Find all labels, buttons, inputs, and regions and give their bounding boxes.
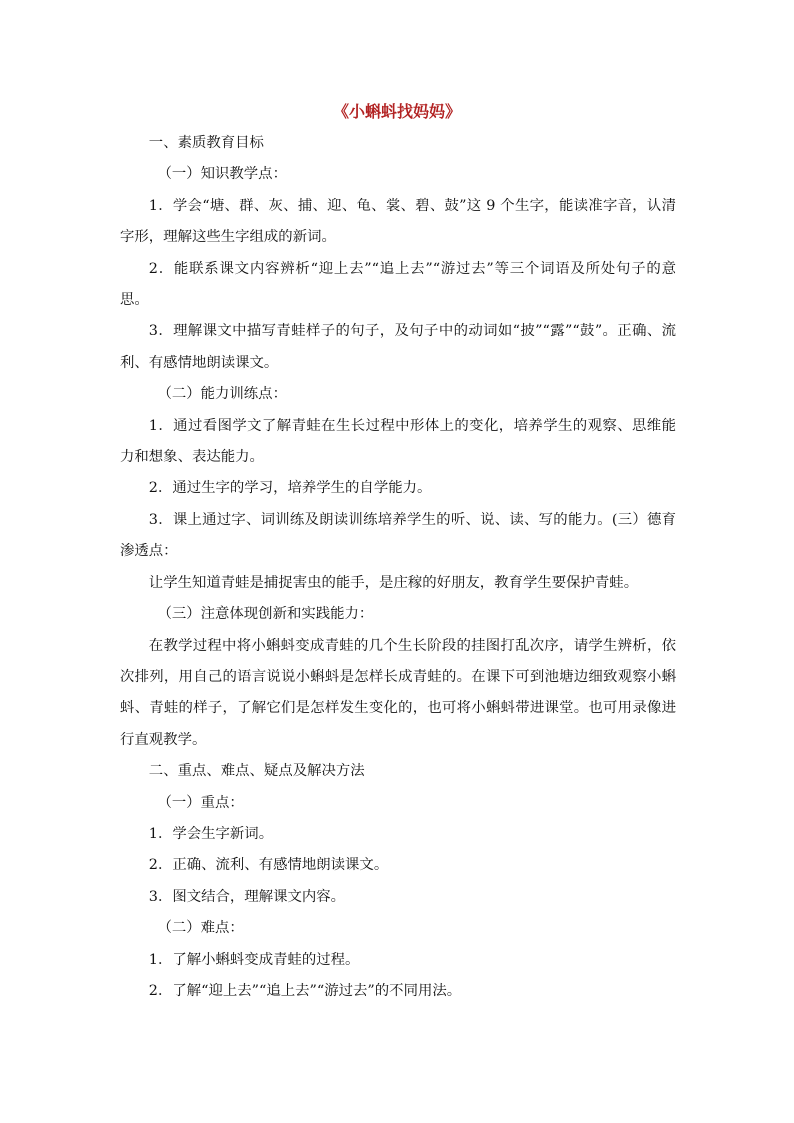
paragraph-ability-3: 3．课上通过字、词训练及朗读训练培养学生的听、说、读、写的能力。(三）德育渗透点： [120,511,676,560]
subsection-heading-knowledge: （一）知识教学点： [157,166,287,183]
section-heading-1: 一、素质教育目标 [148,135,264,151]
paragraph-ability-2: 2．通过生字的学习，培养学生的自学能力。 [148,480,432,497]
paragraph-knowledge-3: 3．理解课文中描写青蛙样子的句子，及句子中的动词如“披”“露”“鼓”。正确、流利、有感情地朗读课文。 [120,323,676,371]
document-title: 《小蝌蚪找妈妈》 [332,102,461,121]
paragraph-innovation: 在教学过程中将小蝌蚪变成青蛙的几个生长阶段的挂图打乱次序，请学生辨析，依次排列，用自己的语言说说小蝌蚪是怎样长成青蛙的。在课下可到池塘边细致观察小蝌蚪、青蛙的样子，了解它们是怎样发生变化的，也可将小蝌蚪带进课堂。也可用录像进行直观教学。 [120,637,676,748]
paragraph-difficulty-2: 2．了解“迎上去”“追上去”“游过去”的不同用法。 [148,982,462,999]
paragraph-key-1: 1．学会生字新词。 [148,825,274,842]
paragraph-ability-1: 1．通过看图学文了解青蛙在生长过程中形体上的变化，培养学生的观察、思维能力和想象、表达能力。 [120,417,676,466]
paragraph-knowledge-1: 1．学会“塘、群、灰、捕、迎、龟、裳、碧、鼓”这 9 个生字，能读准字音，认清字形，理解这些生字组成的新词。 [120,197,676,246]
paragraph-knowledge-2: 2．能联系课文内容辨析“迎上去”“追上去”“游过去”等三个词语及所处句子的意思。 [120,260,676,309]
section-heading-2: 二、重点、难点、疑点及解决方法 [148,763,365,780]
subsection-heading-ability: （二）能力训练点： [157,386,287,403]
paragraph-key-2: 2．正确、流利、有感情地朗读课文。 [148,857,389,874]
subsection-heading-innovation: （三）注意体现创新和实践能力： [157,606,374,623]
document-body [120,128,676,1007]
paragraph-difficulty-1: 1．了解小蝌蚪变成青蛙的过程。 [148,951,360,968]
subsection-heading-difficulties: （二）难点： [157,920,244,937]
paragraph-key-3: 3．图文结合，理解课文内容。 [148,888,346,905]
paragraph-moral: 让学生知道青蛙是捕捉害虫的能手，是庄稼的好朋友，教育学生要保护青蛙。 [148,574,639,591]
subsection-heading-key-points: （一）重点： [157,794,244,811]
